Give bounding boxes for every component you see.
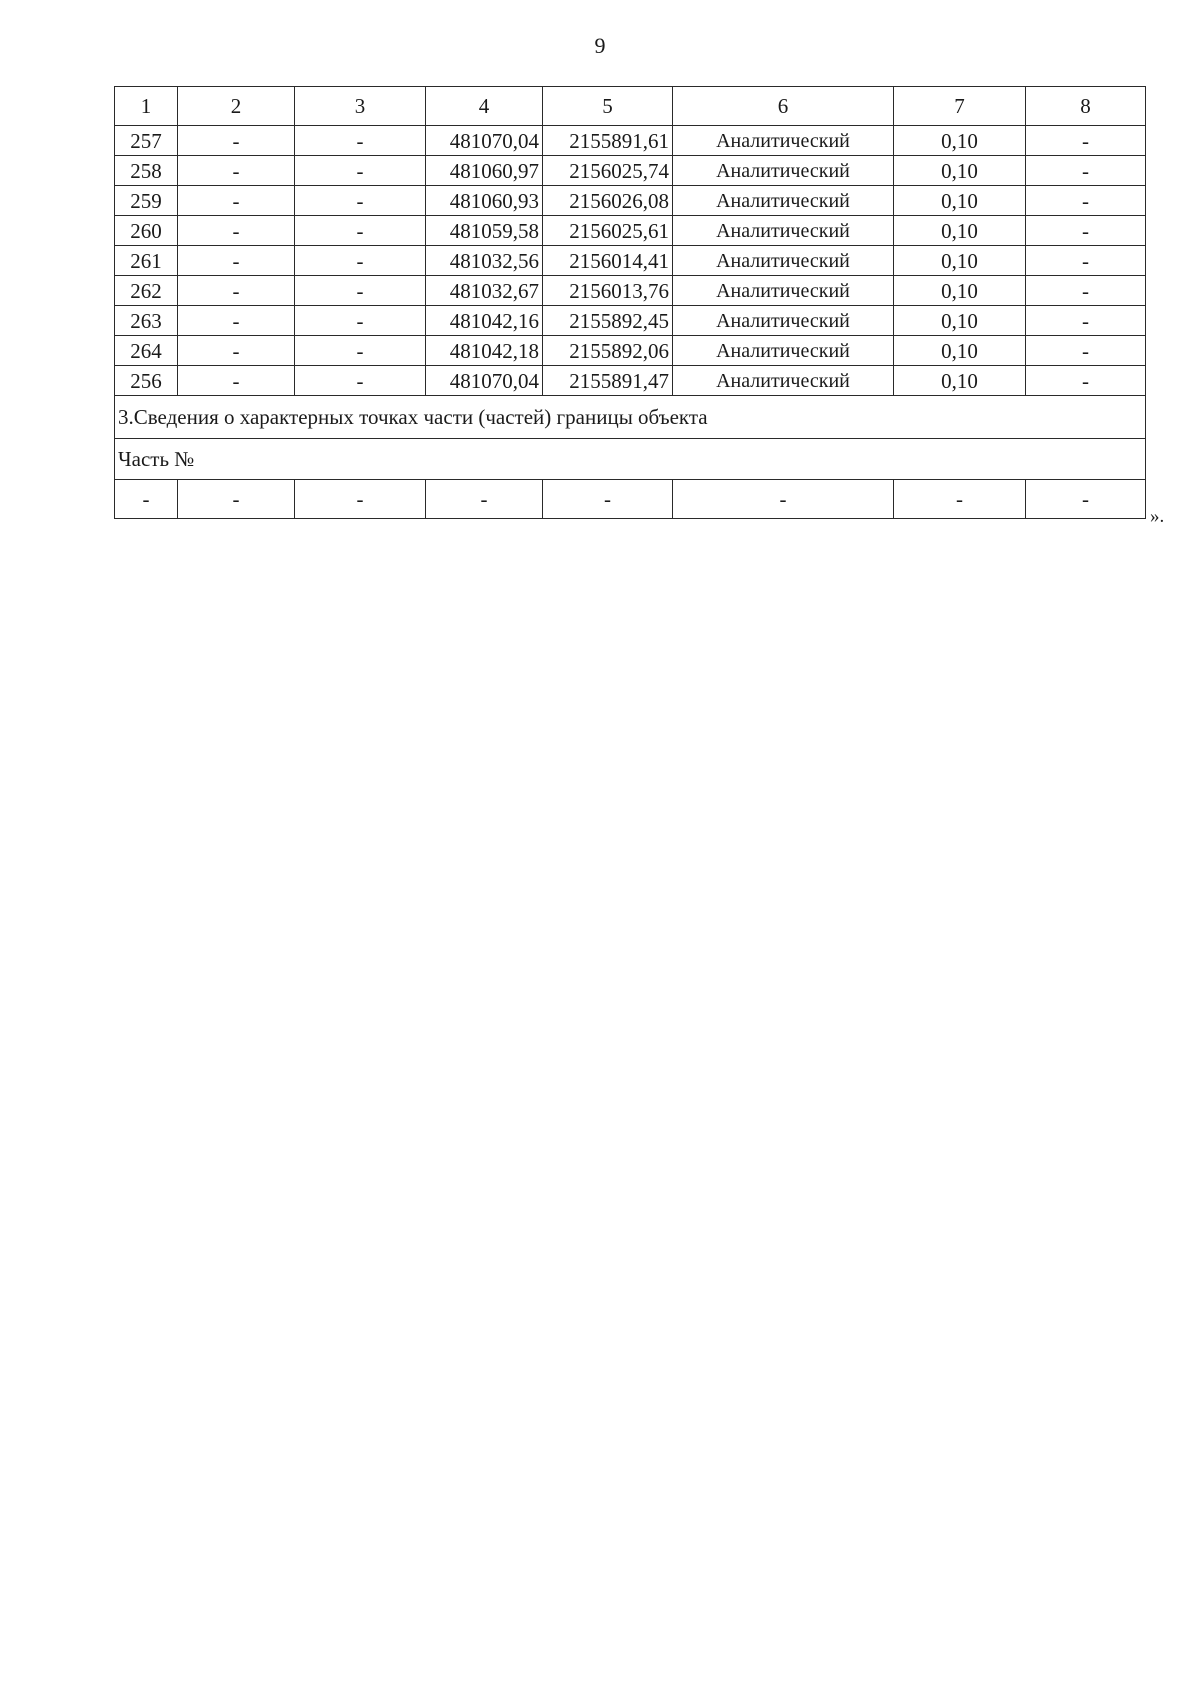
x-coordinate-cell: 481070,04 <box>426 366 543 396</box>
col-2-cell: - <box>178 216 295 246</box>
y-coordinate-cell: 2155891,61 <box>543 126 673 156</box>
section-title-row <box>115 396 1146 439</box>
method-cell: Аналитический <box>673 156 894 186</box>
accuracy-cell: 0,10 <box>894 186 1026 216</box>
point-number-cell: 257 <box>115 126 178 156</box>
method-cell: Аналитический <box>673 126 894 156</box>
point-number-cell: 258 <box>115 156 178 186</box>
col-3-cell: - <box>295 156 426 186</box>
point-number-cell: 264 <box>115 336 178 366</box>
col-3-cell: - <box>295 366 426 396</box>
col-3-cell: - <box>295 216 426 246</box>
part-label-row <box>115 439 1146 480</box>
header-cell-2: 2 <box>178 87 295 126</box>
method-cell: Аналитический <box>673 186 894 216</box>
y-coordinate-cell: 2155892,45 <box>543 306 673 336</box>
col-8-cell: - <box>1026 216 1146 246</box>
part-label: Часть № <box>115 439 1146 480</box>
empty-cell: - <box>673 480 894 519</box>
y-coordinate-cell: 2156014,41 <box>543 246 673 276</box>
col-8-cell: - <box>1026 306 1146 336</box>
closing-quote-mark: ». <box>1150 506 1165 527</box>
point-number-cell: 259 <box>115 186 178 216</box>
table-row <box>115 366 1146 396</box>
table-row <box>115 156 1146 186</box>
point-number-cell: 256 <box>115 366 178 396</box>
col-2-cell: - <box>178 126 295 156</box>
table-row <box>115 246 1146 276</box>
col-2-cell: - <box>178 276 295 306</box>
x-coordinate-cell: 481059,58 <box>426 216 543 246</box>
point-number-cell: 263 <box>115 306 178 336</box>
table-body <box>115 87 1146 519</box>
accuracy-cell: 0,10 <box>894 336 1026 366</box>
col-8-cell: - <box>1026 126 1146 156</box>
accuracy-cell: 0,10 <box>894 126 1026 156</box>
method-cell: Аналитический <box>673 366 894 396</box>
x-coordinate-cell: 481060,97 <box>426 156 543 186</box>
col-2-cell: - <box>178 246 295 276</box>
y-coordinate-cell: 2156025,74 <box>543 156 673 186</box>
method-cell: Аналитический <box>673 306 894 336</box>
col-8-cell: - <box>1026 156 1146 186</box>
method-cell: Аналитический <box>673 246 894 276</box>
col-2-cell: - <box>178 306 295 336</box>
col-8-cell: - <box>1026 276 1146 306</box>
point-number-cell: 261 <box>115 246 178 276</box>
header-cell-7: 7 <box>894 87 1026 126</box>
col-3-cell: - <box>295 126 426 156</box>
header-cell-4: 4 <box>426 87 543 126</box>
point-number-cell: 262 <box>115 276 178 306</box>
col-2-cell: - <box>178 336 295 366</box>
point-number-cell: 260 <box>115 216 178 246</box>
x-coordinate-cell: 481032,67 <box>426 276 543 306</box>
col-3-cell: - <box>295 186 426 216</box>
y-coordinate-cell: 2155891,47 <box>543 366 673 396</box>
table-row <box>115 306 1146 336</box>
empty-part-row <box>115 480 1146 519</box>
header-cell-1: 1 <box>115 87 178 126</box>
x-coordinate-cell: 481042,16 <box>426 306 543 336</box>
x-coordinate-cell: 481060,93 <box>426 186 543 216</box>
col-8-cell: - <box>1026 186 1146 216</box>
accuracy-cell: 0,10 <box>894 246 1026 276</box>
x-coordinate-cell: 481070,04 <box>426 126 543 156</box>
method-cell: Аналитический <box>673 276 894 306</box>
col-3-cell: - <box>295 336 426 366</box>
col-8-cell: - <box>1026 246 1146 276</box>
section-title: 3.Сведения о характерных точках части (частей) границы объекта <box>115 396 1146 439</box>
col-8-cell: - <box>1026 366 1146 396</box>
table-header-row <box>115 87 1146 126</box>
method-cell: Аналитический <box>673 216 894 246</box>
header-cell-3: 3 <box>295 87 426 126</box>
col-2-cell: - <box>178 186 295 216</box>
accuracy-cell: 0,10 <box>894 216 1026 246</box>
y-coordinate-cell: 2155892,06 <box>543 336 673 366</box>
header-cell-8: 8 <box>1026 87 1146 126</box>
empty-cell: - <box>894 480 1026 519</box>
header-cell-6: 6 <box>673 87 894 126</box>
col-3-cell: - <box>295 306 426 336</box>
y-coordinate-cell: 2156013,76 <box>543 276 673 306</box>
empty-cell: - <box>1026 480 1146 519</box>
accuracy-cell: 0,10 <box>894 366 1026 396</box>
empty-cell: - <box>426 480 543 519</box>
header-cell-5: 5 <box>543 87 673 126</box>
table-row <box>115 126 1146 156</box>
y-coordinate-cell: 2156026,08 <box>543 186 673 216</box>
col-8-cell: - <box>1026 336 1146 366</box>
col-2-cell: - <box>178 366 295 396</box>
empty-cell: - <box>543 480 673 519</box>
page-number: 9 <box>594 33 606 58</box>
table-row <box>115 336 1146 366</box>
col-3-cell: - <box>295 276 426 306</box>
x-coordinate-cell: 481032,56 <box>426 246 543 276</box>
accuracy-cell: 0,10 <box>894 306 1026 336</box>
table-row <box>115 216 1146 246</box>
y-coordinate-cell: 2156025,61 <box>543 216 673 246</box>
accuracy-cell: 0,10 <box>894 156 1026 186</box>
col-3-cell: - <box>295 246 426 276</box>
x-coordinate-cell: 481042,18 <box>426 336 543 366</box>
col-2-cell: - <box>178 156 295 186</box>
empty-cell: - <box>115 480 178 519</box>
coordinates-table <box>114 86 1146 519</box>
empty-cell: - <box>295 480 426 519</box>
empty-cell: - <box>178 480 295 519</box>
table-row <box>115 276 1146 306</box>
method-cell: Аналитический <box>673 336 894 366</box>
table-row <box>115 186 1146 216</box>
accuracy-cell: 0,10 <box>894 276 1026 306</box>
